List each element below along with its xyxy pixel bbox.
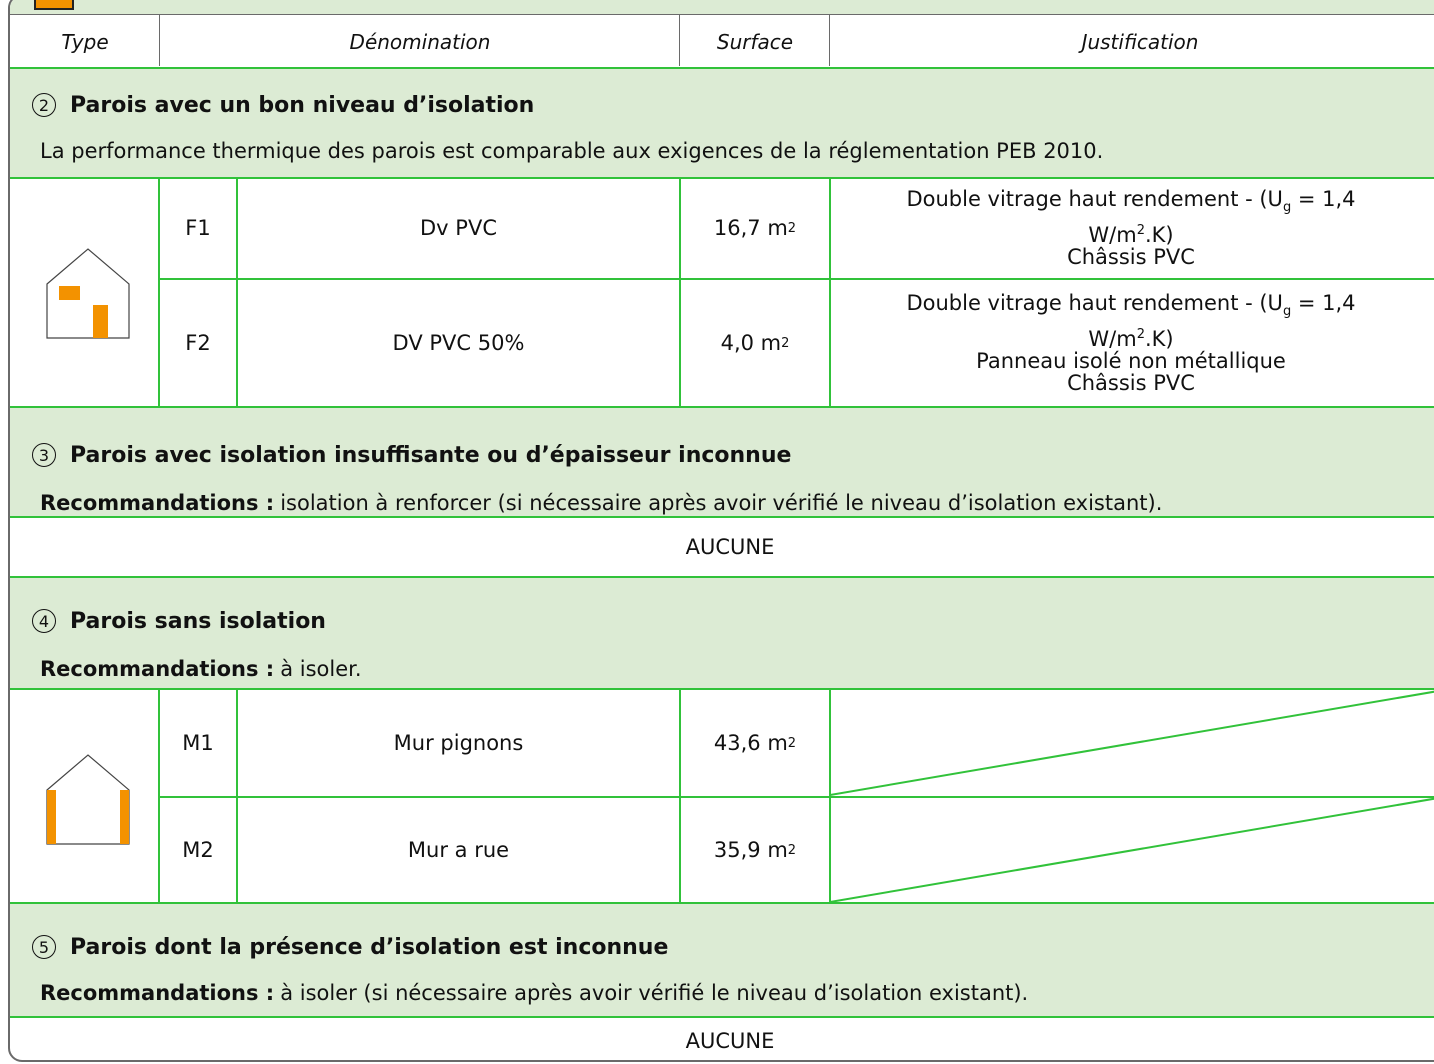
section-3-recommendation: Recommandations : isolation à renforcer (si nécessaire après avoir vérifié le niveau d’isolation existant). — [40, 491, 1163, 515]
section-2-title — [32, 88, 534, 122]
wall-house-icon — [46, 754, 130, 846]
row-justification: Double vitrage haut rendement - ($U_g = 1,4$ $W/m^2.K$) Châssis PVC — [906, 187, 1356, 269]
section-number: 2 — [32, 93, 56, 117]
row-surface: 16,7 m 2 — [713, 216, 797, 240]
header-denomination: Dénomination — [349, 30, 491, 54]
row-name: Dv PVC — [420, 216, 497, 240]
window-house-icon — [46, 248, 130, 340]
section-title-text: Parois avec isolation insuffisante ou d’épaisseur inconnue — [70, 442, 792, 468]
row-code: M2 — [182, 838, 214, 862]
row-name: DV PVC 50% — [392, 331, 525, 355]
section-5-recommendation: Recommandations : à isoler (si nécessaire après avoir vérifié le niveau d’isolation existant). — [40, 981, 1029, 1005]
row-surface: 35,9 m 2 — [713, 838, 797, 862]
header-type: Type — [61, 30, 109, 54]
section-number: 3 — [32, 443, 56, 467]
row-surface: 4,0 m 2 — [720, 331, 790, 355]
section-5-empty: AUCUNE — [685, 1029, 775, 1053]
section-4-title — [32, 604, 326, 638]
no-justification-strike — [830, 688, 1434, 904]
row-code: F2 — [185, 331, 211, 355]
section-title-text: Parois sans isolation — [70, 608, 326, 634]
row-surface: 43,6 m 2 — [713, 731, 797, 755]
section-number: 4 — [32, 609, 56, 633]
row-code: M1 — [182, 731, 214, 755]
section-2-description: La performance thermique des parois est comparable aux exigences de la réglementation PEB 2010. — [40, 139, 1104, 163]
section-3-empty: AUCUNE — [685, 535, 775, 559]
section-title-text: Parois avec un bon niveau d’isolation — [70, 92, 535, 118]
header-surface: Surface — [716, 30, 794, 54]
section-5-title — [32, 930, 668, 964]
row-code: F1 — [185, 216, 211, 240]
table-frame — [8, 0, 1434, 1062]
section-badge — [34, 0, 74, 10]
section-3-title — [32, 438, 791, 472]
section-number: 5 — [32, 935, 56, 959]
section-title-text: Parois dont la présence d’isolation est inconnue — [70, 934, 669, 960]
row-name: Mur pignons — [393, 731, 524, 755]
row-justification: Double vitrage haut rendement - ($U_g = 1,4$ $W/m^2.K$) Panneau isolé non métallique Châssis PVC — [906, 291, 1356, 395]
section-4-recommendation: Recommandations : à isoler. — [40, 657, 362, 681]
row-name: Mur a rue — [407, 838, 510, 862]
header-justification: Justification — [1081, 30, 1199, 54]
top-strip — [10, 0, 1434, 14]
